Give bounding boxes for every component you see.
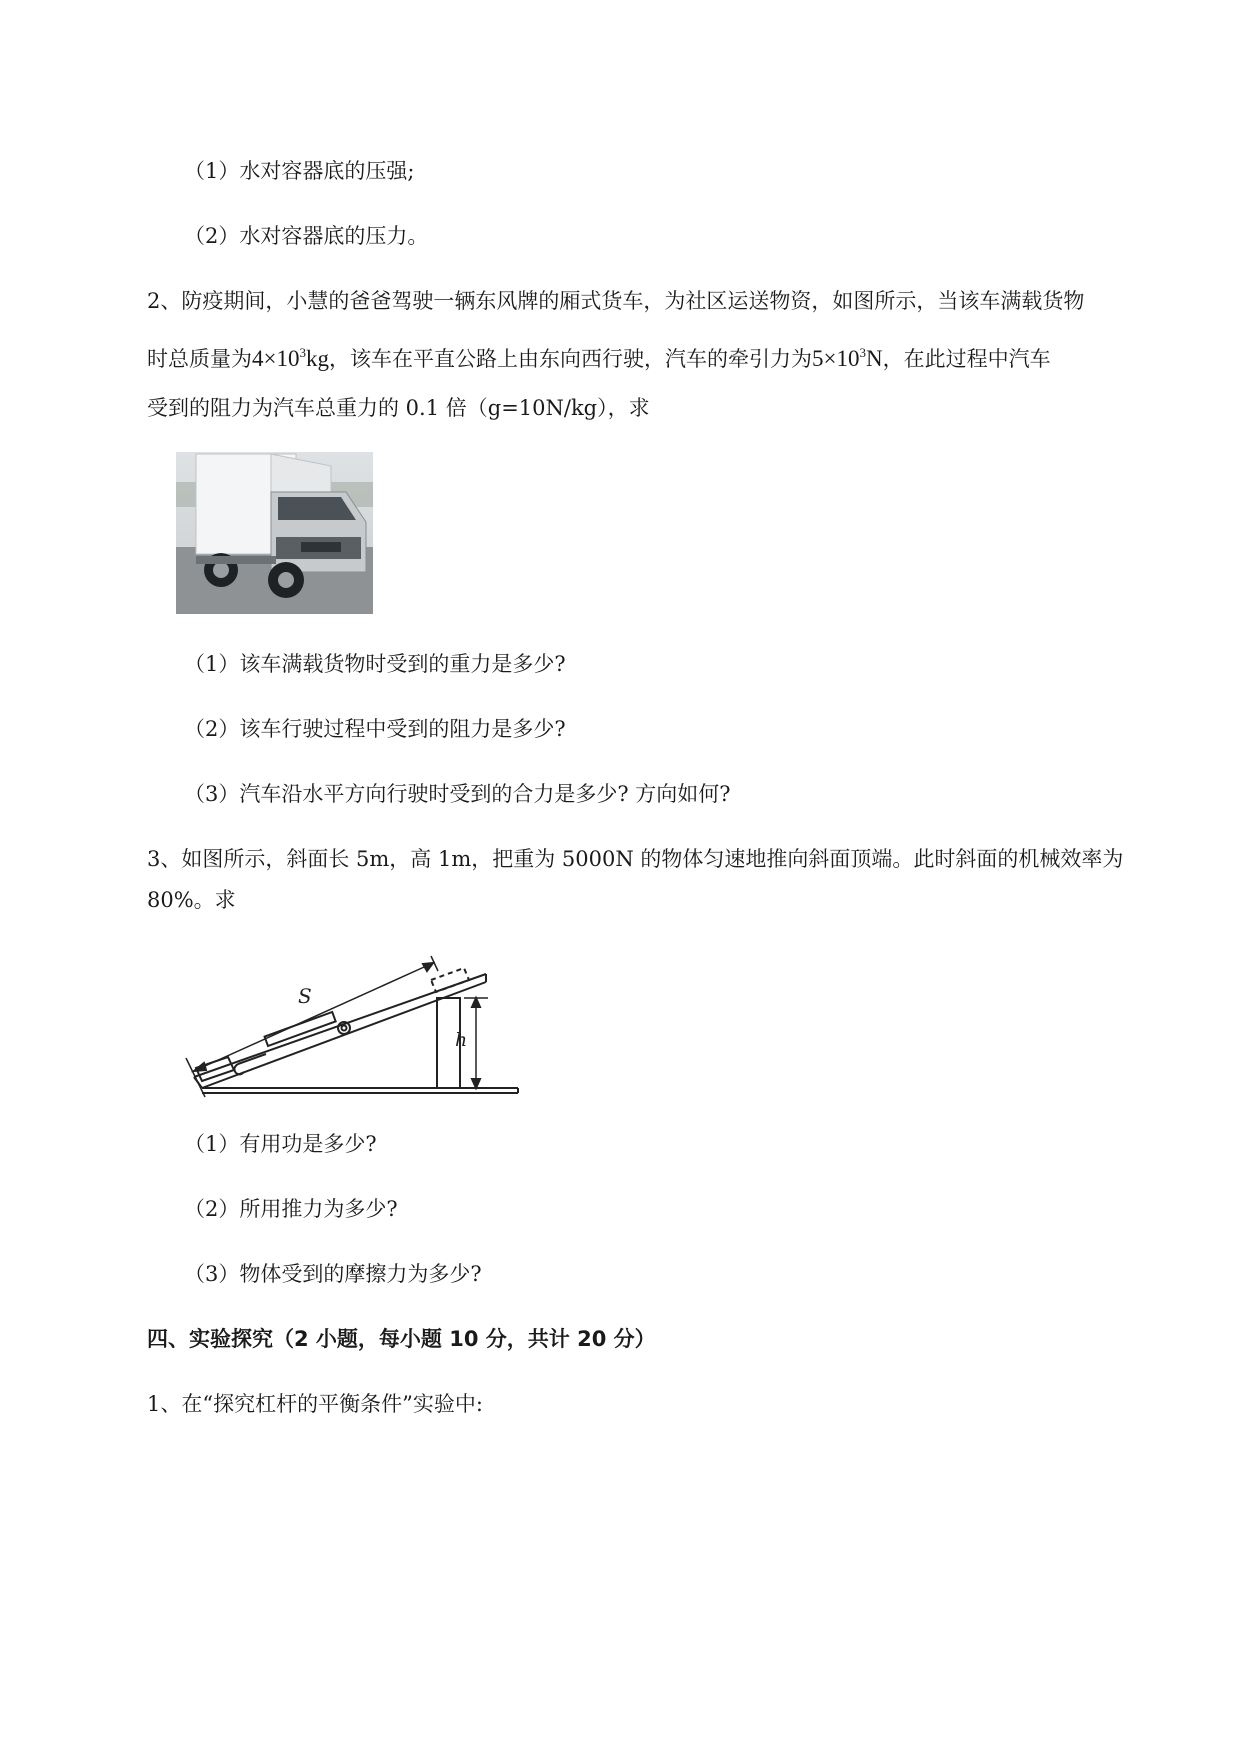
hook (234, 1064, 244, 1074)
force-formula (812, 346, 883, 371)
question-3-part-2: （2）所用推力为多少? (184, 1197, 398, 1221)
q2-text-segment: 时总质量为 (147, 347, 252, 371)
question-2-part-2: （2）该车行驶过程中受到的阻力是多少? (184, 717, 566, 741)
q2-text-segment: ，该车在平直公路上由东向西行驶，汽车的牵引力为 (328, 347, 812, 371)
question-1-part-1: （1）水对容器底的压强; (184, 159, 415, 183)
spring-scale-body (265, 1012, 336, 1046)
q2-text-segment: ，在此过程中汽车 (882, 347, 1051, 371)
mass-formula (252, 346, 329, 371)
question-3-part-3: （3）物体受到的摩擦力为多少? (184, 1262, 482, 1286)
block-dashed (431, 968, 469, 992)
mass-exponent: 3 (299, 345, 306, 360)
section-4-question-1: 1、在“探究杠杆的平衡条件”实验中: (147, 1392, 483, 1416)
question-3-text-line-2: 80%。求 (147, 888, 236, 912)
label-s: S (298, 984, 312, 1008)
question-3-part-1: （1）有用功是多少? (184, 1132, 377, 1156)
question-3-text-line-1: 3、如图所示，斜面长 5m，高 1m，把重为 5000N 的物体匀速地推向斜面顶端。此时斜面的机械效率为 (147, 847, 1124, 871)
question-2-text-line-2 (147, 339, 1051, 373)
question-2-part-1: （1）该车满载货物时受到的重力是多少? (184, 652, 566, 676)
question-2-text-line-1: 2、防疫期间，小慧的爸爸驾驶一辆东风牌的厢式货车，为社区运送物资，如图所示，当该车满载货物 (147, 289, 1085, 313)
force-unit: N (865, 346, 883, 371)
incline-diagram (176, 946, 526, 1102)
label-h: h (455, 1029, 468, 1051)
force-exponent: 3 (859, 345, 866, 360)
truck-photo (176, 452, 373, 614)
mass-base: 4×10 (252, 346, 300, 371)
section-4-heading: 四、实验探究（2 小题，每小题 10 分，共计 20 分） (147, 1327, 656, 1351)
mass-unit: kg (305, 346, 329, 371)
question-2-part-3: （3）汽车沿水平方向行驶时受到的合力是多少? 方向如何? (184, 782, 731, 806)
question-1-part-2: （2）水对容器底的压力。 (184, 224, 429, 248)
question-2-text-line-3: 受到的阻力为汽车总重力的 0.1 倍（g=10N/kg），求 (147, 396, 650, 420)
force-base: 5×10 (811, 346, 860, 371)
s-dimension-line (194, 963, 433, 1071)
